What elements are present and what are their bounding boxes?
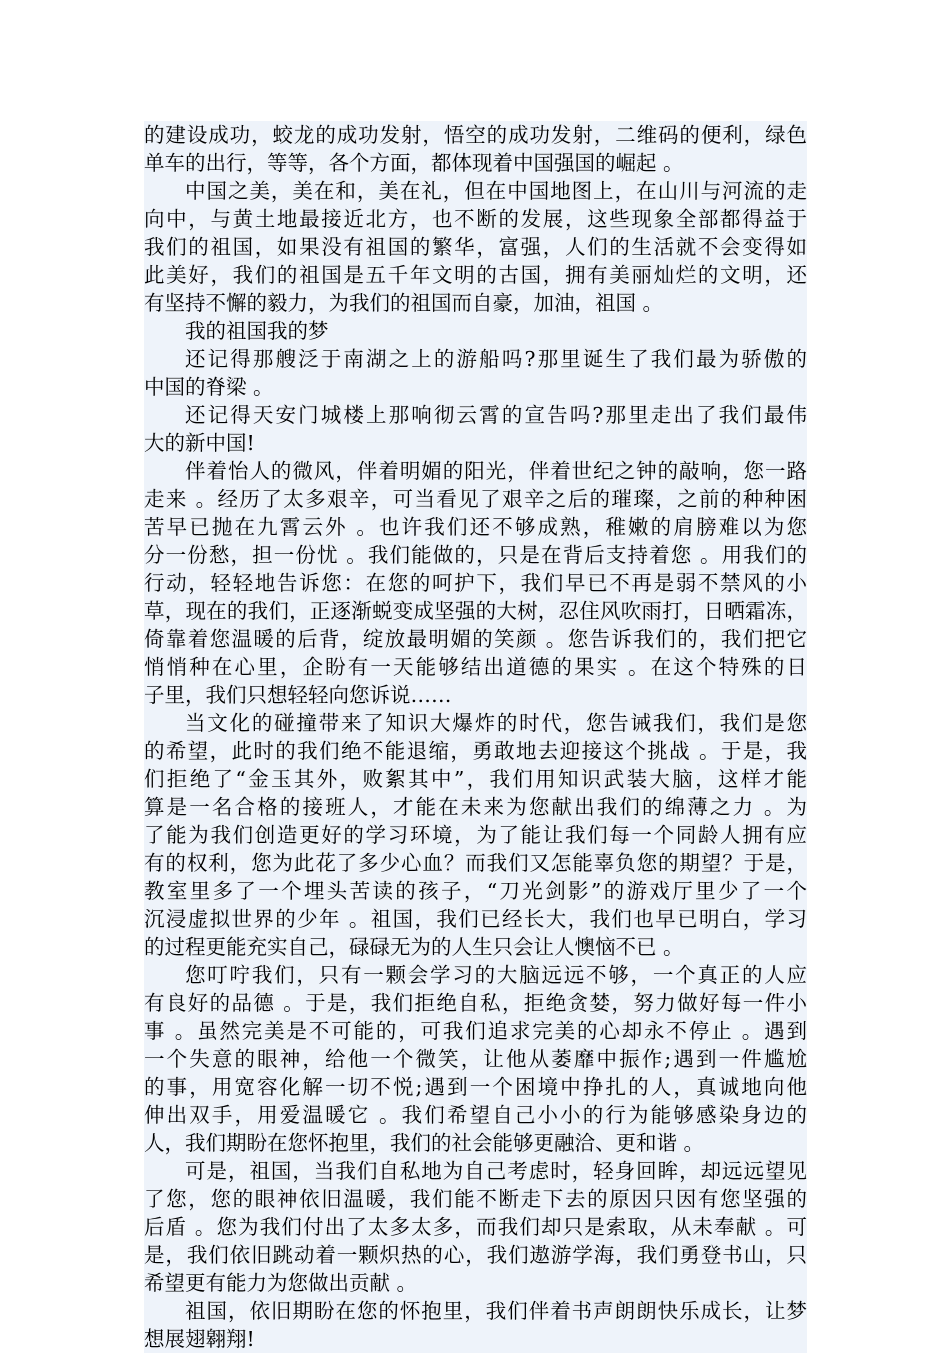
text-line: 了您，您的眼神依旧温暖，我们能不断走下去的原因只因有您坚强的 — [144, 1187, 807, 1211]
text-line: 还记得天安门城楼上那响彻云霄的宣告吗?那里走出了我们最伟 — [144, 401, 807, 429]
text-line: 事 。虽然完美是不可能的，可我们追求完美的心却永不停止 。遇到 — [144, 1019, 807, 1043]
text-line: 可是，祖国，当我们自私地为自己考虑时，轻身回眸，却远远望见 — [144, 1157, 807, 1185]
text-line: 大的新中国! — [144, 429, 807, 457]
text-line: 祖国，依旧期盼在您的怀抱里，我们伴着书声朗朗快乐成长，让梦 — [144, 1297, 807, 1325]
text-line: 中国的脊梁 。 — [144, 373, 807, 401]
text-line: 伴着怡人的微风，伴着明媚的阳光，伴着世纪之钟的敲响，您一路 — [144, 457, 807, 485]
text-line: 草，现在的我们，正逐渐蜕变成坚强的大树，忍住风吹雨打，日晒霜冻， — [144, 599, 807, 623]
text-line: 倚靠着您温暖的后背，绽放最明媚的笑颜 。您告诉我们的，我们把它 — [144, 627, 807, 651]
text-line: 还记得那艘泛于南湖之上的游船吗?那里诞生了我们最为骄傲的 — [144, 345, 807, 373]
text-line: 的希望，此时的我们绝不能退缩，勇敢地去迎接这个挑战 。于是，我 — [144, 739, 807, 763]
text-line: 们拒绝了“金玉其外，败絮其中”，我们用知识武装大脑，这样才能 — [144, 767, 807, 791]
text-line: 您叮咛我们，只有一颗会学习的大脑远远不够，一个真正的人应 — [144, 961, 807, 989]
text-line: 我们的祖国，如果没有祖国的繁华，富强，人们的生活就不会变得如 — [144, 235, 807, 259]
text-line: 人，我们期盼在您怀抱里，我们的社会能够更融洽、更和谐 。 — [144, 1129, 807, 1157]
text-line: 算是一名合格的接班人，才能在未来为您献出我们的绵薄之力 。为 — [144, 795, 807, 819]
text-line: 走来 。经历了太多艰辛，可当看见了艰辛之后的璀璨，之前的种种困 — [144, 487, 807, 511]
text-line: 我的祖国我的梦 — [144, 317, 807, 345]
text-line: 是，我们依旧跳动着一颗炽热的心，我们遨游学海，我们勇登书山，只 — [144, 1243, 807, 1267]
text-line: 苦早已抛在九霄云外 。也许我们还不够成熟，稚嫩的肩膀难以为您 — [144, 515, 807, 539]
text-line: 有的权利，您为此花了多少心血？而我们又怎能辜负您的期望？于是， — [144, 851, 807, 875]
text-line: 后盾 。您为我们付出了太多太多，而我们却只是索取，从未奉献 。可 — [144, 1215, 807, 1239]
text-line: 教室里多了一个埋头苦读的孩子，“刀光剑影”的游戏厅里少了一个 — [144, 879, 807, 903]
text-line: 向中，与黄土地最接近北方，也不断的发展，这些现象全部都得益于 — [144, 207, 807, 231]
text-line: 中国之美，美在和，美在礼，但在中国地图上，在山川与河流的走 — [144, 177, 807, 205]
text-line: 希望更有能力为您做出贡献 。 — [144, 1269, 807, 1297]
text-line: 想展翅翱翔! — [144, 1325, 807, 1353]
text-line: 分一份愁，担一份忧 。我们能做的，只是在背后支持着您 。用我们的 — [144, 543, 807, 567]
text-line: 当文化的碰撞带来了知识大爆炸的时代，您告诫我们，我们是您 — [144, 709, 807, 737]
text-line: 沉浸虚拟世界的少年 。祖国，我们已经长大，我们也早已明白，学习 — [144, 907, 807, 931]
body-text — [144, 121, 807, 1353]
text-line: 单车的出行，等等，各个方面，都体现着中国强国的崛起 。 — [144, 149, 807, 177]
text-line: 了能为我们创造更好的学习环境，为了能让我们每一个同龄人拥有应 — [144, 823, 807, 847]
text-line: 的建设成功，蛟龙的成功发射，悟空的成功发射，二维码的便利，绿色 — [144, 123, 807, 147]
text-line: 伸出双手，用爱温暖它 。我们希望自己小小的行为能够感染身边的 — [144, 1103, 807, 1127]
text-line: 此美好，我们的祖国是五千年文明的古国，拥有美丽灿烂的文明，还 — [144, 263, 807, 287]
text-line: 悄悄种在心里，企盼有一天能够结出道德的果实 。在这个特殊的日 — [144, 655, 807, 679]
text-line: 子里，我们只想轻轻向您诉说…… — [144, 681, 807, 709]
text-line: 有坚持不懈的毅力，为我们的祖国而自豪，加油，祖国 。 — [144, 289, 807, 317]
text-line: 一个失意的眼神，给他一个微笑，让他从萎靡中振作;遇到一件尴尬 — [144, 1047, 807, 1071]
text-line: 有良好的品德 。于是，我们拒绝自私，拒绝贪婪，努力做好每一件小 — [144, 991, 807, 1015]
text-line: 行动，轻轻地告诉您：在您的呵护下，我们早已不再是弱不禁风的小 — [144, 571, 807, 595]
text-line: 的事，用宽容化解一切不悦;遇到一个困境中挣扎的人，真诚地向他 — [144, 1075, 807, 1099]
text-line: 的过程更能充实自己，碌碌无为的人生只会让人懊恼不已 。 — [144, 933, 807, 961]
